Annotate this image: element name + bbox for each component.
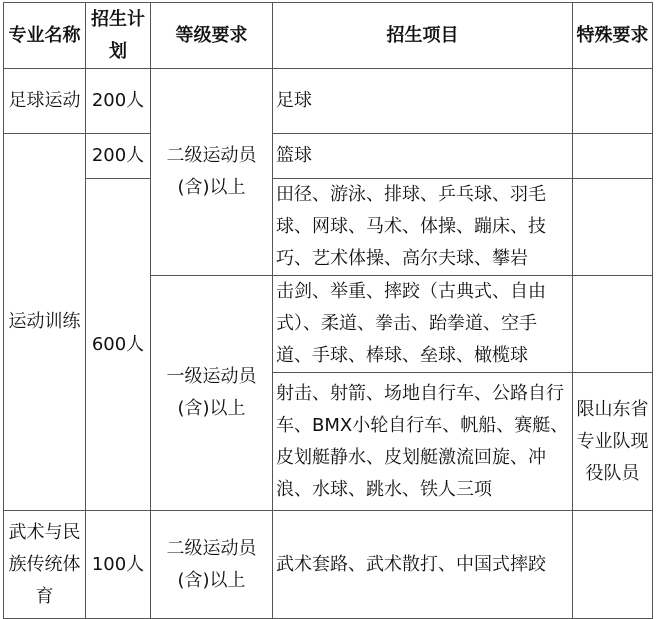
admissions-table — [3, 2, 653, 619]
header-items: 招生项目 — [273, 3, 573, 69]
major-cell: 武术与民族传统体育 — [4, 511, 86, 619]
items-cell: 武术套路、武术散打、中国式摔跤 — [273, 511, 573, 619]
special-cell: 限山东省专业队现役队员 — [573, 373, 653, 511]
major-cell: 运动训练 — [4, 134, 86, 511]
plan-cell: 100人 — [86, 511, 151, 619]
header-major: 专业名称 — [4, 3, 86, 69]
items-cell: 击剑、举重、摔跤（古典式、自由式）、柔道、拳击、跆拳道、空手道、手球、棒球、垒球、橄榄球 — [273, 276, 573, 373]
special-cell — [573, 276, 653, 373]
special-cell — [573, 134, 653, 179]
special-cell — [573, 511, 653, 619]
level-cell: 二级运动员(含)以上 — [151, 511, 273, 619]
table-row — [4, 134, 653, 179]
major-cell: 足球运动 — [4, 69, 86, 134]
header-level: 等级要求 — [151, 3, 273, 69]
header-row — [4, 3, 653, 69]
items-cell: 田径、游泳、排球、乒乓球、羽毛球、网球、马术、体操、蹦床、技巧、艺术体操、高尔夫球、攀岩 — [273, 179, 573, 276]
items-cell: 射击、射箭、场地自行车、公路自行车、BMX小轮自行车、帆船、赛艇、皮划艇静水、皮划艇激流回旋、冲浪、水球、跳水、铁人三项 — [273, 373, 573, 511]
items-cell: 篮球 — [273, 134, 573, 179]
plan-cell: 200人 — [86, 134, 151, 179]
header-plan: 招生计划 — [86, 3, 151, 69]
special-cell — [573, 69, 653, 134]
table-row — [4, 69, 653, 134]
special-cell — [573, 179, 653, 276]
plan-cell: 600人 — [86, 179, 151, 511]
items-cell: 足球 — [273, 69, 573, 134]
table-row — [4, 511, 653, 619]
plan-cell: 200人 — [86, 69, 151, 134]
level-cell: 二级运动员(含)以上 — [151, 69, 273, 276]
table-row — [4, 179, 653, 276]
level-cell: 一级运动员(含)以上 — [151, 276, 273, 511]
header-special: 特殊要求 — [573, 3, 653, 69]
